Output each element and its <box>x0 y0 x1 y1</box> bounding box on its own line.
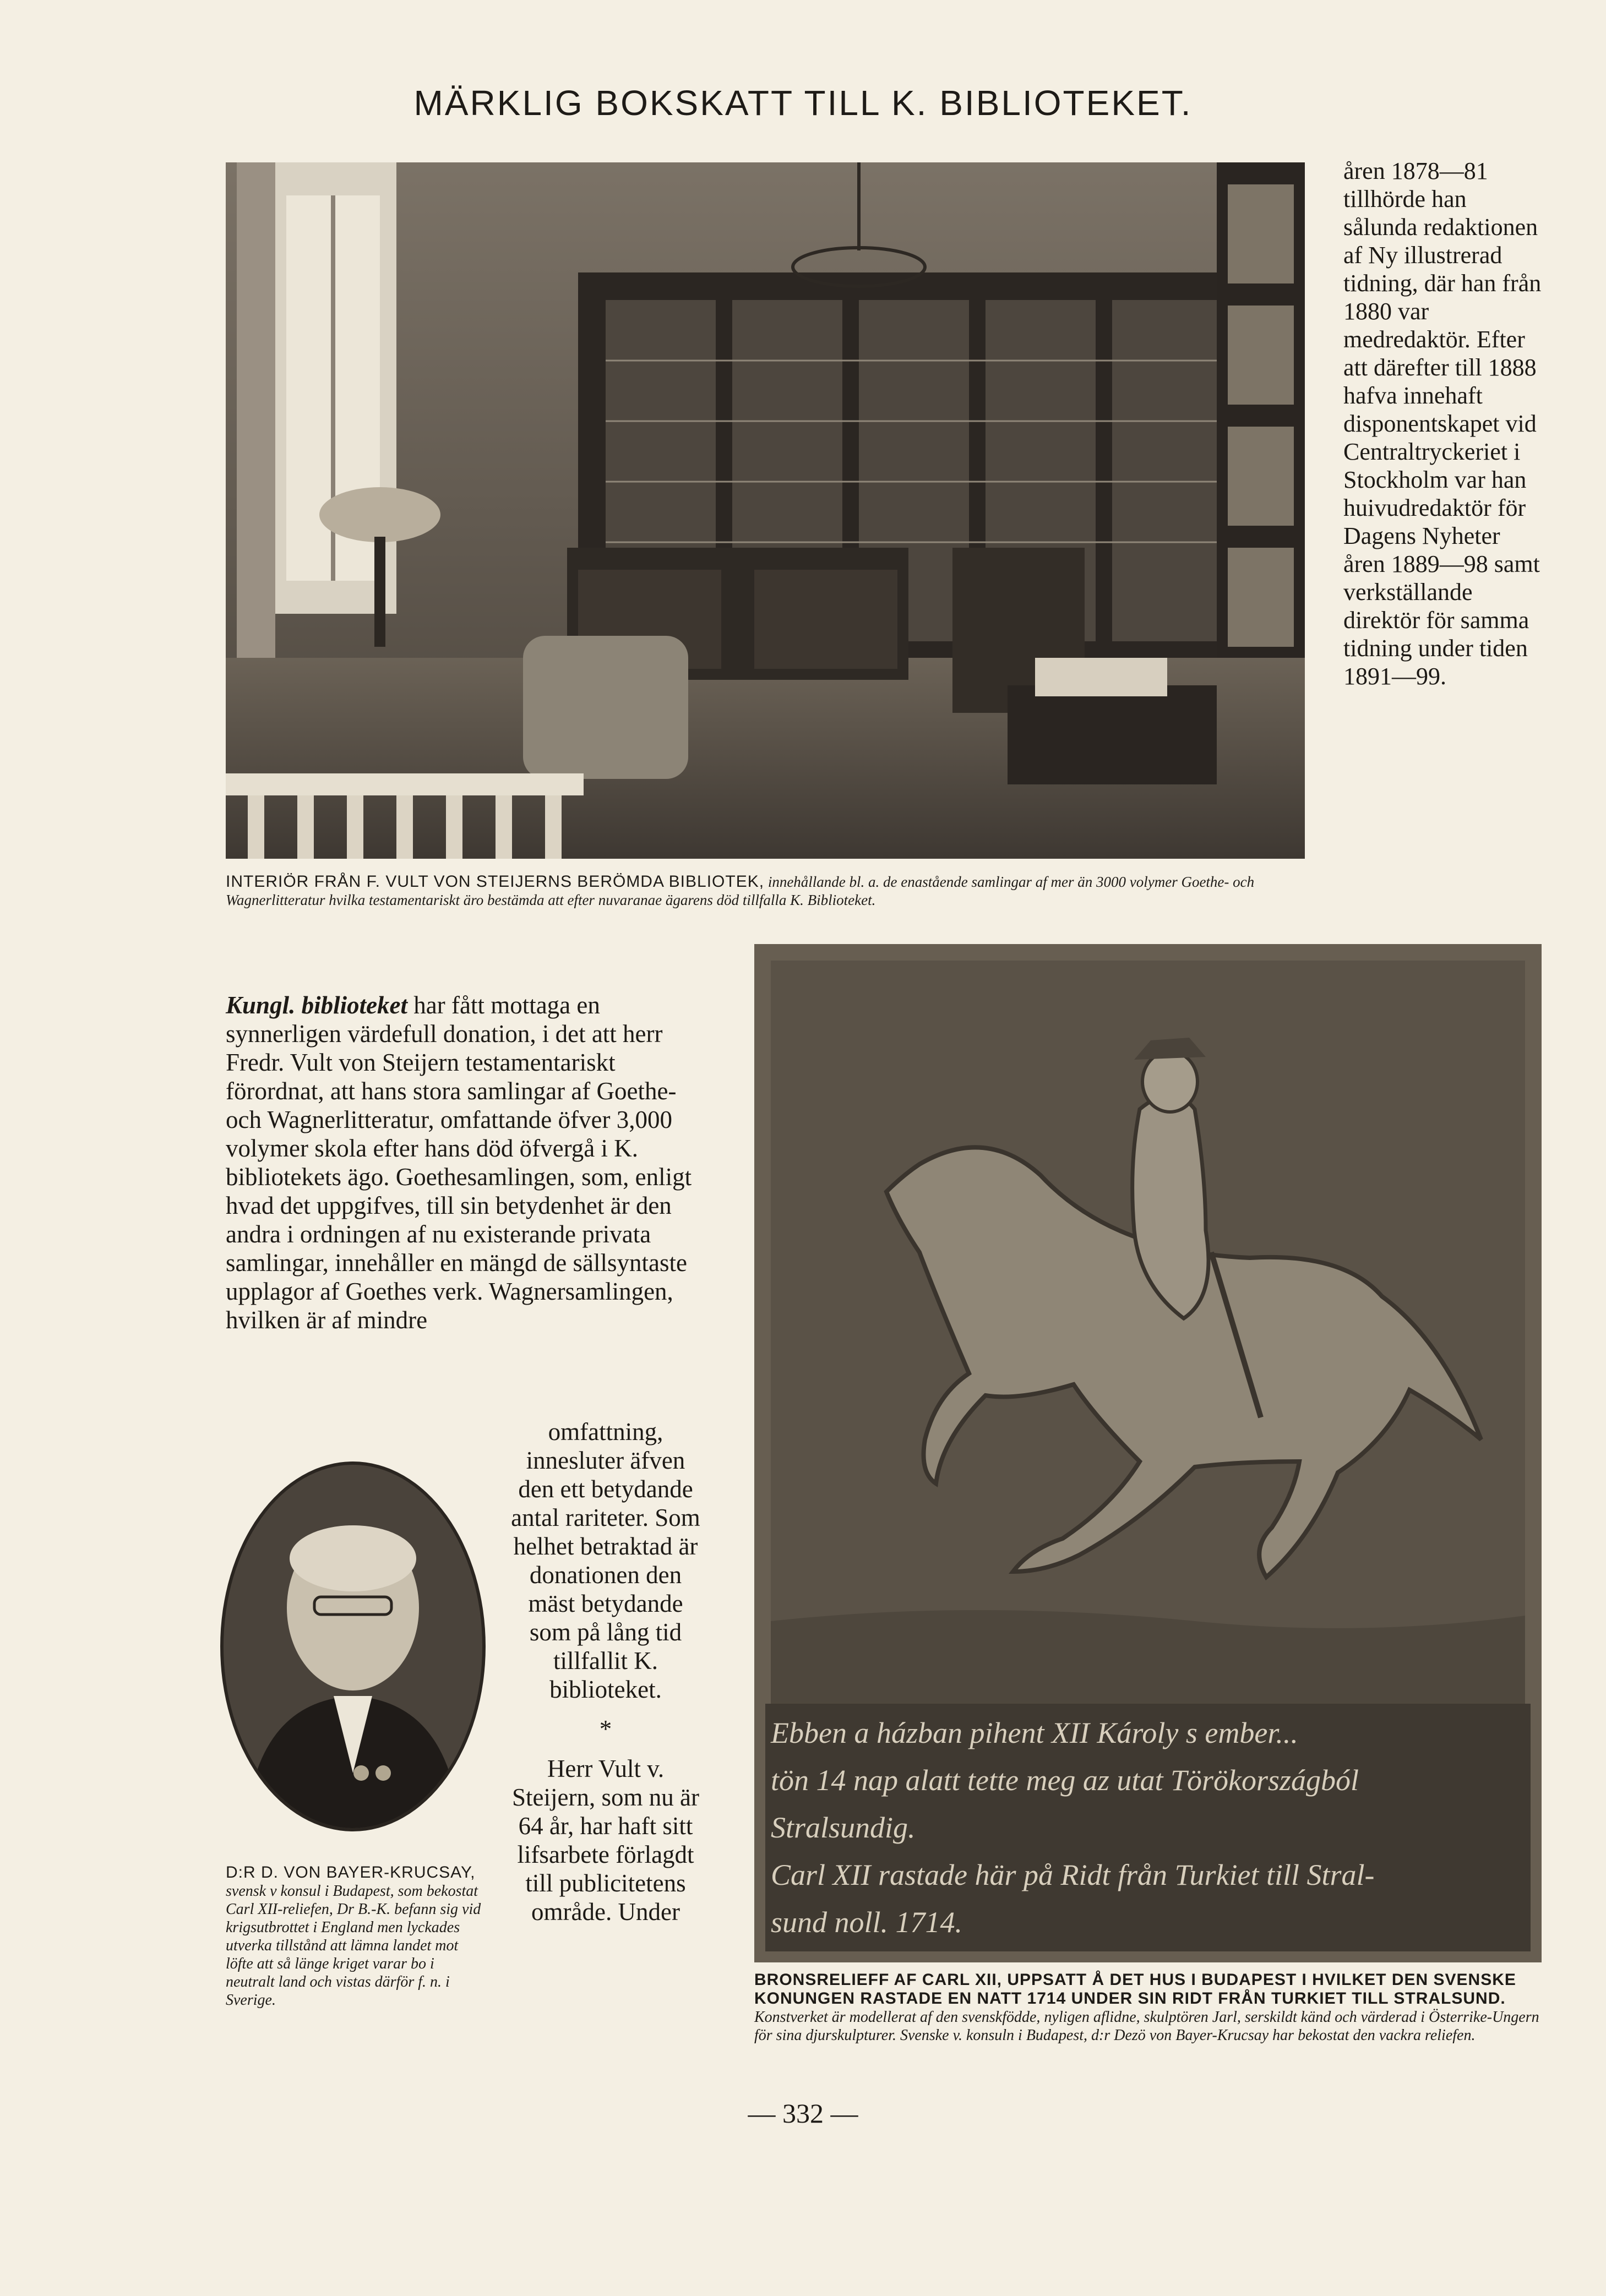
inscription-line: Carl XII rastade här på Ridt från Turkiet till Stral- <box>771 1858 1375 1891</box>
relief-inscription <box>771 1709 1531 1946</box>
relief-caption <box>754 1971 1542 2044</box>
inscription-line: tön 14 nap alatt tette meg az utat Törökországból <box>771 1764 1359 1797</box>
article-continued <box>507 1417 705 1926</box>
article-lead: Kungl. biblioteket <box>226 991 408 1019</box>
page-number: — 332 — <box>748 2098 858 2129</box>
article-second-text: Herr Vult v. Steijern, som nu är 64 år, har haft sitt lifsarbete förlagdt till publicitetens område. Under <box>512 1755 699 1926</box>
relief-caption-text: Konstverket är modellerat af den svenskfödde, nyligen aflidne, skulptören Jarl, serskildt känd och värderad i Österrike-Ungern för sina djurskulpturer. Svenske v. konsuln i Budapest, d:r Dezö von Bayer-Krucsay har bekostat den vackra reliefen. <box>754 2009 1539 2044</box>
library-caption-text: innehållande bl. a. de enastående samlingar af mer än 3000 volymer Goethe- och Wagnerlitteratur hvilka testamentariskt äro bestämda att efter nuvaranae ägarens död tillfalla K. Biblioteket. <box>226 874 1255 908</box>
side-column-text: åren 1878—81 tillhörde han sålunda redaktionen af Ny illustrerad tidning, där han från 1880 var medredaktör. Efter att därefter till 1888 hafva innehaft disponentskapet vid Centraltryckeriet i Stockholm var han huivudredaktör för Dagens Nyheter åren 1889—98 samt verkställande direktör för samma tidning under tiden 1891—99. <box>1343 157 1542 690</box>
main-article <box>226 991 699 1334</box>
portrait-caption-text: svensk v konsul i Budapest, som bekostat Carl XII-reliefen, Dr B.-K. befann sig vid krigsutbrottet i England men lyckades utverka tillstånd att lämna landet mot löfte att så länge kriget varar bo i neutralt land och vistas därför f. n. i Sverige. <box>226 1883 481 2009</box>
library-caption <box>226 872 1305 909</box>
portrait-illustration <box>224 1465 482 1828</box>
library-caption-title: INTERIÖR FRÅN F. VULT VON STEIJERNS BERÖMDA BIBLIOTEK, <box>226 872 765 891</box>
inscription-line: Ebben a házban pihent XII Károly s ember... <box>771 1716 1298 1749</box>
inscription-line: sund noll. 1714. <box>771 1906 963 1939</box>
relief-caption-title: BRONSRELIEFF AF CARL XII, UPPSATT Å DET HUS I BUDAPEST I HVILKET DEN SVENSKE KONUNGEN RASTADE EN NATT 1714 UNDER SIN RIDT FRÅN TURKIET TILL STRALSUND. <box>754 1971 1516 2008</box>
inscription-line: Stralsundig. <box>771 1811 916 1844</box>
portrait-photo <box>220 1461 486 1831</box>
page-title: MÄRKLIG BOKSKATT TILL K. BIBLIOTEKET. <box>413 83 1193 123</box>
library-interior-photo <box>226 162 1305 859</box>
article-text: har fått mottaga en synnerligen värdefull donation, i det att herr Fredr. Vult von Steijern testamentariskt förordnat, att hans stora samlingar af Goethe- och Wagnerlitteratur, omfattande öfver 3,000 volymer skola efter hans död öfvergå i K. bibliotekets ägo. Goethesamlingen, som, enligt hvad det uppgifves, till sin betydenhet är den andra i ordningen af nu existerande privata samlingar, innehåller en mängd de sällsyntaste upplagor af Goethes verk. Wagnersamlingen, hvilken är af mindre <box>226 991 692 1334</box>
portrait-caption-title: D:R D. VON BAYER-KRUCSAY, <box>226 1863 476 1881</box>
article-continued-text: omfattning, innesluter äfven den ett betydande antal rariteter. Som helhet betraktad är donationen den mäst betydande som på lång tid tillfallit K. biblioteket. <box>511 1418 700 1703</box>
side-column <box>1343 157 1542 690</box>
library-interior-illustration <box>226 162 1305 859</box>
portrait-caption <box>226 1863 484 2009</box>
article-separator: * <box>599 1715 612 1743</box>
